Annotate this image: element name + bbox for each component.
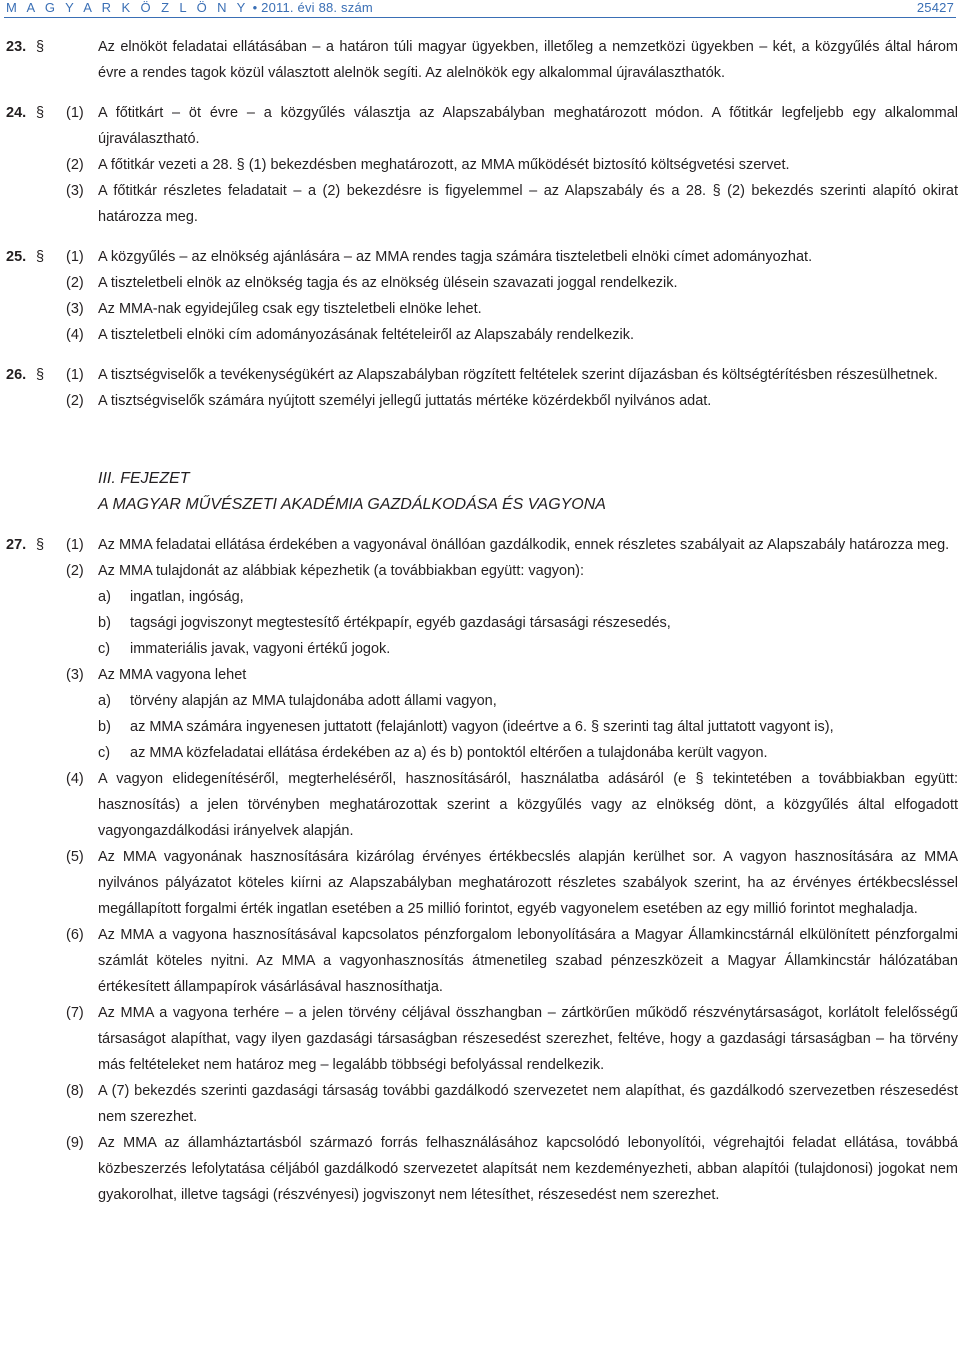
paragraph-number: (4) — [66, 327, 84, 343]
publication-title: M A G Y A R K Ö Z L Ö N Y — [6, 0, 249, 15]
header-left — [6, 0, 373, 15]
list-item-text: immateriális javak, vagyoni értékű jogok. — [130, 641, 391, 657]
paragraph — [66, 100, 958, 152]
paragraph — [66, 362, 958, 388]
list-item-label: b) — [98, 719, 111, 735]
list-item-label: b) — [98, 615, 111, 631]
paragraph-text: A vagyon elidegenítéséről, megterheléséről, hasznosításáról, használatba adásáról (e § tekintetében a továbbiakban együtt: hasznosítás) a jelen törvényben meghatározottak szerint a közgyűlés vagy az elnökség dönt, a közgyűlés által elfogadott vagyongazdálkodási irányelvek alapján. — [98, 771, 958, 839]
paragraph-number: (9) — [66, 1135, 84, 1151]
paragraph-number: (8) — [66, 1083, 84, 1099]
paragraph — [66, 270, 958, 296]
paragraph-text: Az MMA-nak egyidejűleg csak egy tiszteletbeli elnöke lehet. — [98, 301, 482, 317]
paragraph-text: A főtitkárt – öt évre – a közgyűlés választja az Alapszabályban meghatározott módon. A főtitkár legfeljebb egy alkalommal újraválasztható. — [98, 105, 958, 147]
section-mark: § — [36, 537, 45, 553]
paragraph-number: (1) — [66, 249, 84, 265]
paragraph-text: Az MMA vagyona lehet — [98, 667, 247, 683]
list-item-text: törvény alapján az MMA tulajdonába adott állami vagyon, — [130, 693, 497, 709]
paragraph-number: (3) — [66, 183, 84, 199]
paragraph-text: Az MMA tulajdonát az alábbiak képezhetik (a továbbiakban együtt: vagyon): — [98, 563, 585, 579]
paragraph — [66, 558, 958, 662]
list-item-text: tagsági jogviszonyt megtestesítő értékpapír, egyéb gazdasági társasági részesedés, — [130, 615, 671, 631]
issue-label: 2011. évi 88. szám — [261, 0, 373, 15]
paragraph — [66, 1000, 958, 1078]
paragraph-text: Az MMA vagyonának hasznosítására kizárólag érvényes értékbecslés alapján kerülhet sor. A vagyon hasznosítására az MMA nyilvános pályázatot köteles kiírni az Alapszabályban meghatározott részletes szabályok szerint, ha az érvényes értékbecsléssel megállapított forgalmi érték ingatlan esetében a 25 millió forintot, egyéb vagyonelem esetében az egy millió forintot meghaladja. — [98, 849, 958, 917]
paragraph-text: A főtitkár vezeti a 28. § (1) bekezdésben meghatározott, az MMA működését biztosító költségvetési szervet. — [98, 157, 790, 173]
chapter-number: III. FEJEZET — [98, 470, 190, 487]
paragraph-number: (7) — [66, 1005, 84, 1021]
list-item — [98, 688, 958, 714]
list-item — [98, 714, 958, 740]
paragraph-text: A (7) bekezdés szerinti gazdasági társaság további gazdálkodó szervezetet nem alapíthat, és gazdálkodó szervezetben részesedést nem szerezhet. — [98, 1083, 958, 1125]
section-mark: § — [36, 249, 45, 265]
paragraph-text: Az MMA az államháztartásból származó forrás felhasználásához kapcsolódó lebonyolítói, végrehajtói feladat ellátása, továbbá közbeszerzés lefolytatása céljából gazdálkodó szervezetet alapítsát nem kezdeményezheti, abban alapítói (tulajdonosi) jogokat nem gyakorolhat, illetve tagsági (részvényesi) jogviszonyt nem létesíthet, részesedést nem szerezhet. — [98, 1135, 958, 1203]
paragraph — [66, 388, 958, 414]
section-number: 24. — [6, 105, 27, 121]
paragraph-text: Az MMA a vagyona terhére – a jelen törvény céljával összhangban – zártkörűen működő részvénytársaságot, korlátolt felelősségű társaságot alapíthat, vagy ilyen gazdasági társaságban részesedést szerezhet, feltéve, hogy a gazdasági társaságban – ha törvény más feltételeket nem határoz meg – legalább többségi befolyással rendelkezik. — [98, 1005, 958, 1073]
paragraph-number: (2) — [66, 275, 84, 291]
list-item — [98, 610, 958, 636]
list-item — [98, 584, 958, 610]
section-27 — [6, 532, 958, 1208]
paragraph — [66, 296, 958, 322]
chapter-title: A MAGYAR MŰVÉSZETI AKADÉMIA GAZDÁLKODÁSA ÉS VAGYONA — [98, 496, 606, 513]
paragraph — [66, 244, 958, 270]
section-mark: § — [36, 367, 45, 383]
list-item-text: az MMA közfeladatai ellátása érdekében az a) és b) pontoktól eltérően a tulajdonába került vagyon. — [130, 745, 768, 761]
paragraph — [66, 766, 958, 844]
paragraph-number: (1) — [66, 367, 84, 383]
page-header — [6, 0, 954, 18]
document-body — [6, 34, 958, 1208]
paragraph-number: (2) — [66, 563, 84, 579]
paragraph-text: A tiszteletbeli elnöki cím adományozásának feltételeiről az Alapszabály rendelkezik. — [98, 327, 634, 343]
section-mark: § — [36, 105, 45, 121]
chapter-heading — [98, 466, 958, 518]
paragraph-text: A főtitkár részletes feladatait – a (2) bekezdésre is figyelemmel – az Alapszabály és a 28. § (2) bekezdés szerinti alapító okirat határozza meg. — [98, 183, 958, 225]
paragraph — [66, 662, 958, 766]
section-23 — [6, 34, 958, 86]
list-item-text: az MMA számára ingyenesen juttatott (felajánlott) vagyon (ideértve a 6. § szerinti tag által juttatott vagyont is), — [130, 719, 834, 735]
paragraph — [66, 532, 958, 558]
list-item — [98, 636, 958, 662]
section-24 — [6, 100, 958, 230]
paragraph — [66, 178, 958, 230]
section-number: 26. — [6, 367, 27, 383]
paragraph — [66, 322, 958, 348]
paragraph-number: (3) — [66, 301, 84, 317]
section-text: Az elnököt feladatai ellátásában – a határon túli magyar ügyekben, illetőleg a nemzetközi ügyekben – két, a közgyűlés által három évre a rendes tagok közül választott alelnök segíti. Az alelnökök egy alkalommal újraválaszthatók. — [98, 39, 958, 81]
paragraph — [66, 1130, 958, 1208]
section-number: 27. — [6, 537, 27, 553]
list-item-label: c) — [98, 641, 111, 657]
list-item-text: ingatlan, ingóság, — [130, 589, 244, 605]
page-number: 25427 — [916, 0, 954, 15]
paragraph-text: A tisztségviselők a tevékenységükért az Alapszabályban rögzített feltételek szerint díjazásban és költségtérítésben részesülhetnek. — [98, 367, 938, 383]
section-mark: § — [36, 39, 45, 55]
list-item — [98, 740, 958, 766]
paragraph-number: (2) — [66, 393, 84, 409]
list-item-label: a) — [98, 589, 111, 605]
paragraph-text: A tisztségviselők számára nyújtott személyi jellegű juttatás mértéke közérdekből nyilvános adat. — [98, 393, 712, 409]
paragraph-text: A közgyűlés – az elnökség ajánlására – az MMA rendes tagja számára tiszteletbeli elnöki címet adományozhat. — [98, 249, 813, 265]
section-number: 23. — [6, 39, 27, 55]
list-item-label: c) — [98, 745, 111, 761]
paragraph-number: (5) — [66, 849, 84, 865]
paragraph-text: Az MMA feladatai ellátása érdekében a vagyonával önállóan gazdálkodik, ennek részletes szabályait az Alapszabály határozza meg. — [98, 537, 950, 553]
paragraph-text: A tiszteletbeli elnök az elnökség tagja és az elnökség ülésein szavazati joggal rendelkezik. — [98, 275, 678, 291]
paragraph-number: (1) — [66, 537, 84, 553]
paragraph — [66, 922, 958, 1000]
paragraph — [66, 1078, 958, 1130]
section-number: 25. — [6, 249, 27, 265]
paragraph — [66, 844, 958, 922]
header-rule — [4, 17, 956, 18]
paragraph-number: (1) — [66, 105, 84, 121]
paragraph-number: (4) — [66, 771, 84, 787]
paragraph-number: (3) — [66, 667, 84, 683]
section-25 — [6, 244, 958, 348]
paragraph-number: (2) — [66, 157, 84, 173]
header-bullet: • — [252, 0, 258, 15]
paragraph-number: (6) — [66, 927, 84, 943]
list-item-label: a) — [98, 693, 111, 709]
paragraph — [66, 152, 958, 178]
paragraph-text: Az MMA a vagyona hasznosításával kapcsolatos pénzforgalom lebonyolítására a Magyar Államkincstárnál elkülönített pénzforgalmi számlát köteles nyitni. Az MMA a vagyonhasznosítás átmenetileg szabad pénzeszközeit a Magyar Államkincstár hálózatában értékesített állampapírok vásárlásával hasznosíthatja. — [98, 927, 958, 995]
section-26 — [6, 362, 958, 414]
